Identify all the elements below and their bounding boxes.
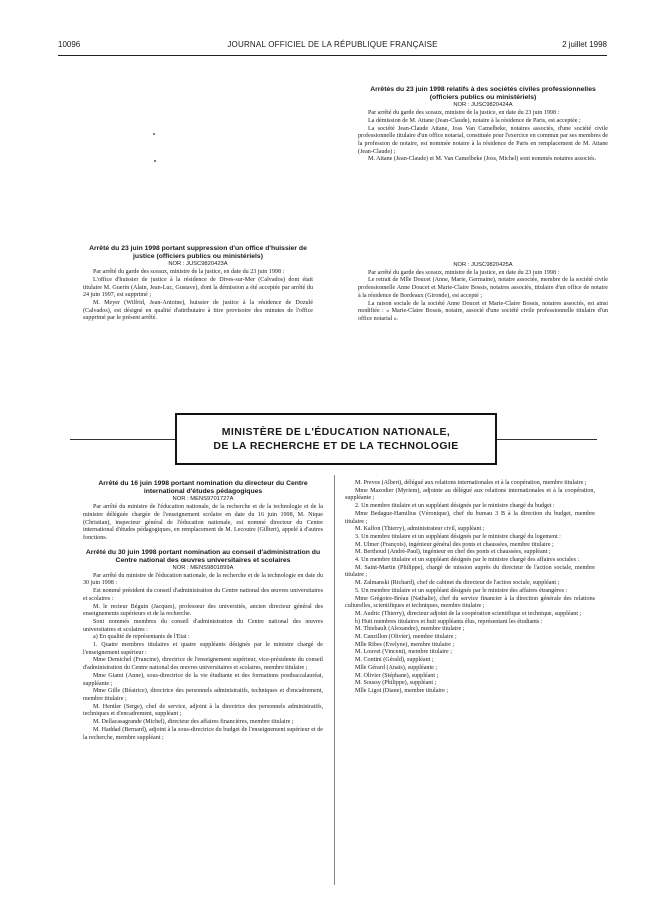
paragraph: M. le recteur Béguin (Jacques), professeur des universités, ancien directeur général des enseignements supérieurs et de la recherche. (83, 603, 323, 618)
paragraph: b) Huit membres titulaires et huit suppléants élus, représentant les étudiants : (355, 618, 543, 625)
paragraph: M. Hentler (Serge), chef de service, adjoint à la directrice des personnels administratifs, techniques et d'encadrement, suppléant ; (83, 703, 323, 718)
paragraph: M. Meyer (Wilfrid, Jean-Antoine), huissier de justice à la résidence de Dozulé (Calvados), est désigné en qualité d'attributaire à titre provisoire des minutes de l'office supprimé par le présent arrêté. (83, 299, 313, 322)
paragraph: M. Audric (Thierry), directeur adjoint de la coopération scientifique et technique, suppléant ; (355, 610, 582, 617)
nor-reference: NOR : MENS9801899A (172, 565, 234, 572)
paragraph: M. Soussy (Philippe), suppléant ; (355, 680, 437, 687)
paragraph: Sont nommés membres du conseil d'administration du Centre national des œuvres universitaires et scolaires : (83, 618, 323, 633)
paragraph: M. Attane (Jean-Claude) et M. Van Camelbeke (Joss, Michel) sont nommés notaires associés. (368, 156, 597, 163)
ministry-rule-right (497, 439, 597, 440)
paragraph: M. Louvet (Vincent), membre titulaire ; (355, 649, 452, 656)
paragraph: Le retrait de Mlle Doucet (Anne, Marie, Germaine), notaire associée, membre de la société civile professionnelle Anne Doucet et Marie-Claire Bossis, notaires associés, titulaire d'un office de notaire à la résidence de Bordeaux (Gironde), est accepté ; (358, 277, 608, 299)
arrete-scp-notaires (358, 86, 608, 164)
paragraph: Par arrêté du garde des sceaux, ministre de la justice, en date du 23 juin 1998 : (368, 269, 560, 276)
paragraph: M. Thiebault (Alexandre), membre titulaire ; (355, 626, 465, 633)
paragraph: M. Saint-Martin (Philippe), chargé de mission auprès du directeur de l'action sociale, membre titulaire ; (345, 564, 595, 579)
arrete-suppression-office (83, 245, 313, 323)
cnous-members-continued (345, 480, 595, 696)
paragraph: M. Zalmanski (Richard), chef de cabinet du directeur de l'action sociale, suppléant ; (355, 580, 560, 587)
arrete-title: Arrêté du 30 juin 1998 portant nomination au conseil d'administration du Centre national des œuvres universitaires et scolaires (85, 548, 321, 564)
speck (153, 133, 155, 135)
journal-title: JOURNAL OFFICIEL DE LA RÉPUBLIQUE FRANÇAISE (227, 40, 438, 49)
column-separator (334, 475, 335, 885)
speck (154, 160, 156, 162)
paragraph: Par arrêté du ministre de l'éducation nationale, de la recherche et de la technologie en date du 30 juin 1998 : (83, 572, 323, 587)
paragraph: M. Olivier (Stéphane), suppléant ; (355, 672, 439, 679)
paragraph: Mlle Ligot (Diane), membre titulaire ; (355, 687, 449, 694)
nor-reference: NOR : JUSC9820423A (168, 261, 228, 268)
nor-reference: NOR : JUSC9820424A (453, 102, 513, 109)
arrete-title: Arrêtés du 23 juin 1998 relatifs à des sociétés civiles professionnelles (officiers publics ou ministériels) (370, 86, 596, 102)
paragraph: M. Kalfon (Thierry), administrateur civil, suppléant ; (355, 526, 485, 533)
paragraph: La raison sociale de la société Anne Doucet et Marie-Claire Bossis, notaires associés, est ainsi modifiée : « Marie-Claire Bossis, notaire, associé d'une société civile professionnelle titulaire d'un office notarial ». (358, 300, 608, 322)
paragraph: Mme Grégoire-Bréau (Nathalie), chef du service financier à la direction générale des relations culturelles, scientifiques et techniques, membre titulaire ; (345, 595, 595, 610)
paragraph: M. Dellacasagrande (Michel), directeur des affaires financières, membre titulaire ; (93, 719, 294, 726)
ministry-rule-left (70, 439, 175, 440)
nor-reference: NOR : JUSC9820425A (453, 262, 513, 268)
paragraph: Mme Demichel (Francine), directrice de l'enseignement supérieur, vice-présidente du conseil d'administration du Centre national des œuvres universitaires et scolaires, membre titulaire ; (83, 657, 323, 672)
paragraph: M. Prevos (Albert), délégué aux relations internationales et à la coopération, membre titulaire ; (355, 480, 587, 486)
arrete-scp-doucet-bossis (358, 262, 608, 324)
arrete-ciep-and-cnous (83, 480, 323, 742)
ministry-line-1: MINISTÈRE DE L'ÉDUCATION NATIONALE, (221, 426, 451, 438)
ministry-line-2: DE LA RECHERCHE ET DE LA TECHNOLOGIE (213, 440, 459, 452)
paragraph: La société Jean-Claude Attane, Joss Van Camelbeke, notaires associés, d'une société civile professionnelle titulaire d'un office notarial, constituée pour l'exercice en commun par ses membres de la profession de notaire, est nommée notaire à la résidence de Paris en remplacement de M. Attane (Jean-Claude) ; (358, 125, 608, 155)
paragraph: M. Canzillon (Olivier), membre titulaire ; (355, 634, 457, 641)
running-header (58, 40, 607, 54)
paragraph: 2. Un membre titulaire et un suppléant désignés par le ministre chargé du budget : (355, 503, 555, 510)
arrete-title: Arrêté du 23 juin 1998 portant suppression d'un office d'huissier de justice (officiers publics ou ministériels) (89, 245, 307, 261)
arrete-title: Arrêté du 16 juin 1998 portant nomination du directeur du Centre international d'études pédagogiques (98, 480, 308, 496)
paragraph: Est nommé président du conseil d'administration du Centre national des œuvres universitaires et scolaires : (83, 588, 323, 602)
paragraph: M. Berthoud (André-Paul), ingénieur en chef des ponts et chaussées, suppléant ; (355, 549, 551, 556)
nor-reference: NOR : MENS9701727A (172, 496, 234, 503)
paragraph: M. Contini (Gérald), suppléant ; (355, 657, 434, 664)
paragraph: Mme Bedague-Hamilius (Véronique), chef du bureau 3 B à la direction du budget, membre titulaire ; (345, 510, 595, 525)
paragraph: Mme Gille (Béatrice), directrice des personnels administratifs, techniques et d'encadrement, membre titulaire ; (83, 688, 323, 702)
paragraph: M. Haddad (Bernard), adjoint à la sous-directrice du budget de l'enseignement supérieur et de la recherche, membre suppléant ; (83, 726, 323, 741)
issue-date: 2 juillet 1998 (562, 40, 607, 49)
header-rule (58, 55, 607, 56)
paragraph: Mme Giami (Anne), sous-directrice de la vie étudiante et des formations postbaccalauréat, suppléante ; (83, 672, 323, 687)
paragraph: 1. Quatre membres titulaires et quatre suppléants désignés par le ministre chargé de l'enseignement supérieur : (83, 642, 323, 656)
paragraph: Par arrêté du garde des sceaux, ministre de la justice, en date du 23 juin 1998 : (93, 269, 285, 276)
paragraph: La démission de M. Attane (Jean-Claude), notaire à la résidence de Paris, est acceptée ; (368, 117, 581, 124)
paragraph: 4. Un membre titulaire et un suppléant désignés par le ministre chargé des affaires sociales : (355, 557, 580, 564)
paragraph: a) En qualité de représentants de l'Etat : (93, 634, 190, 641)
paragraph: M. Ulmer (François), ingénieur général des ponts et chaussées, membre titulaire ; (355, 541, 554, 548)
paragraph: 3. Un membre titulaire et un suppléant désignés par le ministre chargé du logement : (355, 533, 561, 540)
paragraph: Mme Mazodier (Myriem), adjointe au délégué aux relations internationales et à la coopération, suppléante ; (345, 487, 595, 502)
paragraph: L'office d'huissier de justice à la résidence de Dives-sur-Mer (Calvados) dont était titulaire M. Guerin (Alain, Jean-Luc, Gustave), dont la démission a été acceptée par arrêté du 24 juin 1997, est supprimé ; (83, 276, 313, 299)
paragraph: 5. Un membre titulaire et un suppléant désignés par le ministre des affaires étrangères : (355, 587, 568, 594)
paragraph: Par arrêté du garde des sceaux, ministre de la justice, en date du 23 juin 1998 : (368, 110, 560, 117)
paragraph: Par arrêté du ministre de l'éducation nationale, de la recherche et de la technologie et de la ministre déléguée chargée de l'enseignement scolaire en date du 16 juin 1998, M. Nique (Christian), inspecteur général de l'éducation nationale, est nommé directeur du Centre international d'études pédagogiques, en remplacement de M. Lecoutre (Gilbert), appelé à d'autres fonctions. (83, 504, 323, 541)
paragraph: Mlle Gérard (Anaïs), suppléante ; (355, 664, 438, 671)
ministry-heading (175, 413, 497, 465)
page-number: 10096 (58, 40, 81, 49)
paragraph: Mlle Ribes (Evelyne), membre titulaire ; (355, 641, 455, 648)
